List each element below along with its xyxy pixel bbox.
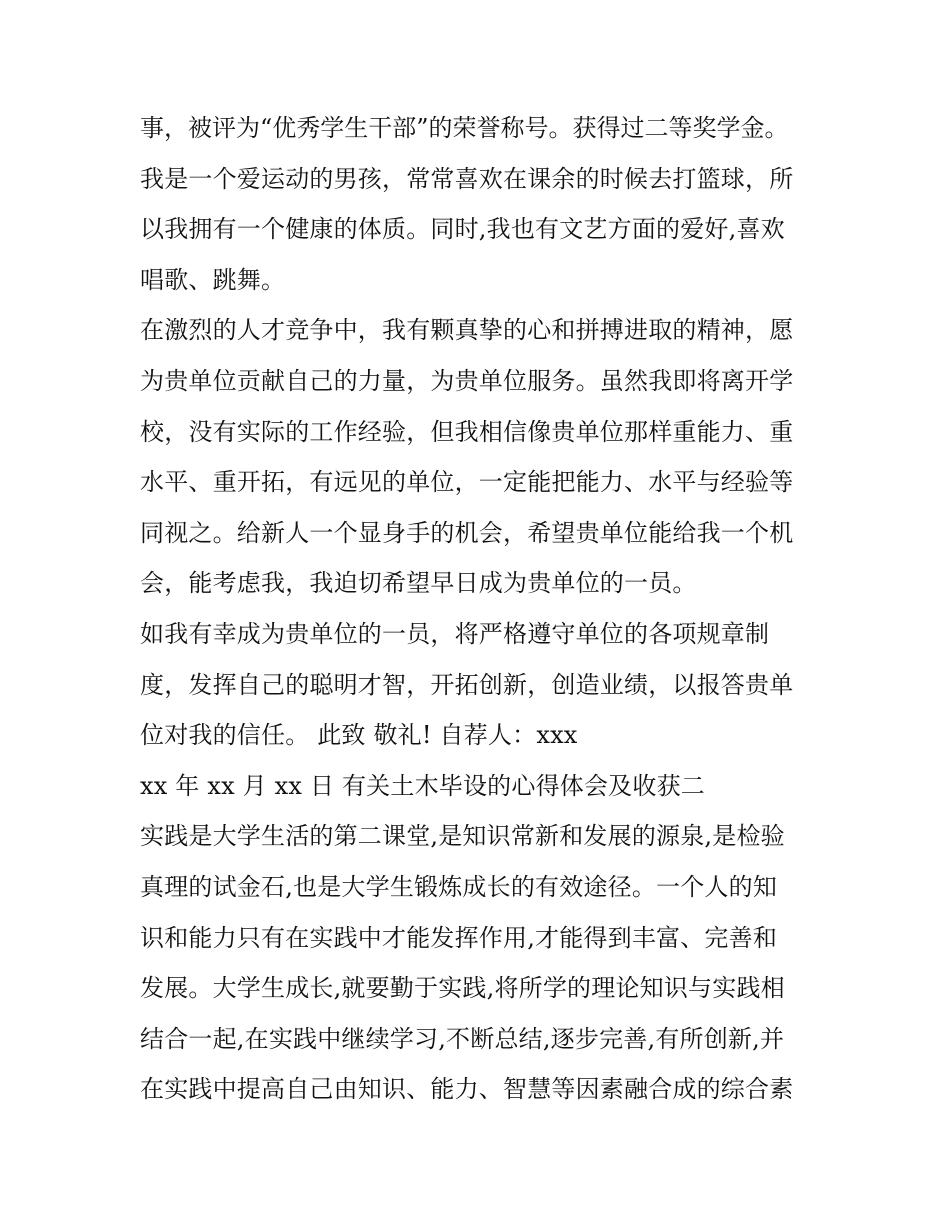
text-line: 真理的试金石,也是大学生锻炼成长的有效途径。一个人的知 [140, 872, 778, 901]
text-line: 位对我的信任。 此致 敬礼! 自荐人：xxx [140, 721, 578, 750]
text-line: 我是一个爱运动的男孩，常常喜欢在课余的时候去打篮球，所 [140, 164, 794, 193]
text-line: 发展。大学生成长,就要勤于实践,将所学的理论知识与实践相 [140, 974, 785, 1003]
text-line: 识和能力只有在实践中才能发挥作用,才能得到丰富、完善和 [140, 923, 778, 952]
text-line: 为贵单位贡献自己的力量，为贵单位服务。虽然我即将离开学 [140, 366, 794, 395]
text-line: 以我拥有一个健康的体质。同时,我也有文艺方面的爱好,喜欢 [140, 215, 785, 244]
text-line: 事，被评为“优秀学生干部”的荣誉称号。获得过二等奖学金。 [140, 114, 789, 142]
text-line: 结合一起,在实践中继续学习,不断总结,逐步完善,有所创新,并 [140, 1024, 785, 1053]
text-line: xx 年 xx 月 xx 日 有关土木毕设的心得体会及收获二 [140, 771, 705, 800]
text-line: 水平、重开拓，有远见的单位，一定能把能力、水平与经验等 [140, 468, 794, 497]
text-line: 唱歌、跳舞。 [140, 265, 286, 294]
text-line: 如我有幸成为贵单位的一员，将严格遵守单位的各项规章制 [140, 619, 770, 648]
text-line: 同视之。给新人一个显身手的机会，希望贵单位能给我一个机 [140, 518, 794, 547]
text-line: 在激烈的人才竞争中，我有颗真挚的心和拼搏进取的精神，愿 [140, 316, 794, 345]
text-line: 度，发挥自己的聪明才智，开拓创新，创造业绩，以报答贵单 [140, 670, 794, 699]
text-line: 在实践中提高自己由知识、能力、智慧等因素融合成的综合素 [140, 1075, 794, 1104]
text-line: 实践是大学生活的第二课堂,是知识常新和发展的源泉,是检验 [140, 822, 785, 851]
text-line: 会，能考虑我，我迫切希望早日成为贵单位的一员。 [140, 569, 697, 598]
text-line: 校，没有实际的工作经验，但我相信像贵单位那样重能力、重 [140, 417, 794, 446]
document-body [140, 103, 820, 1115]
